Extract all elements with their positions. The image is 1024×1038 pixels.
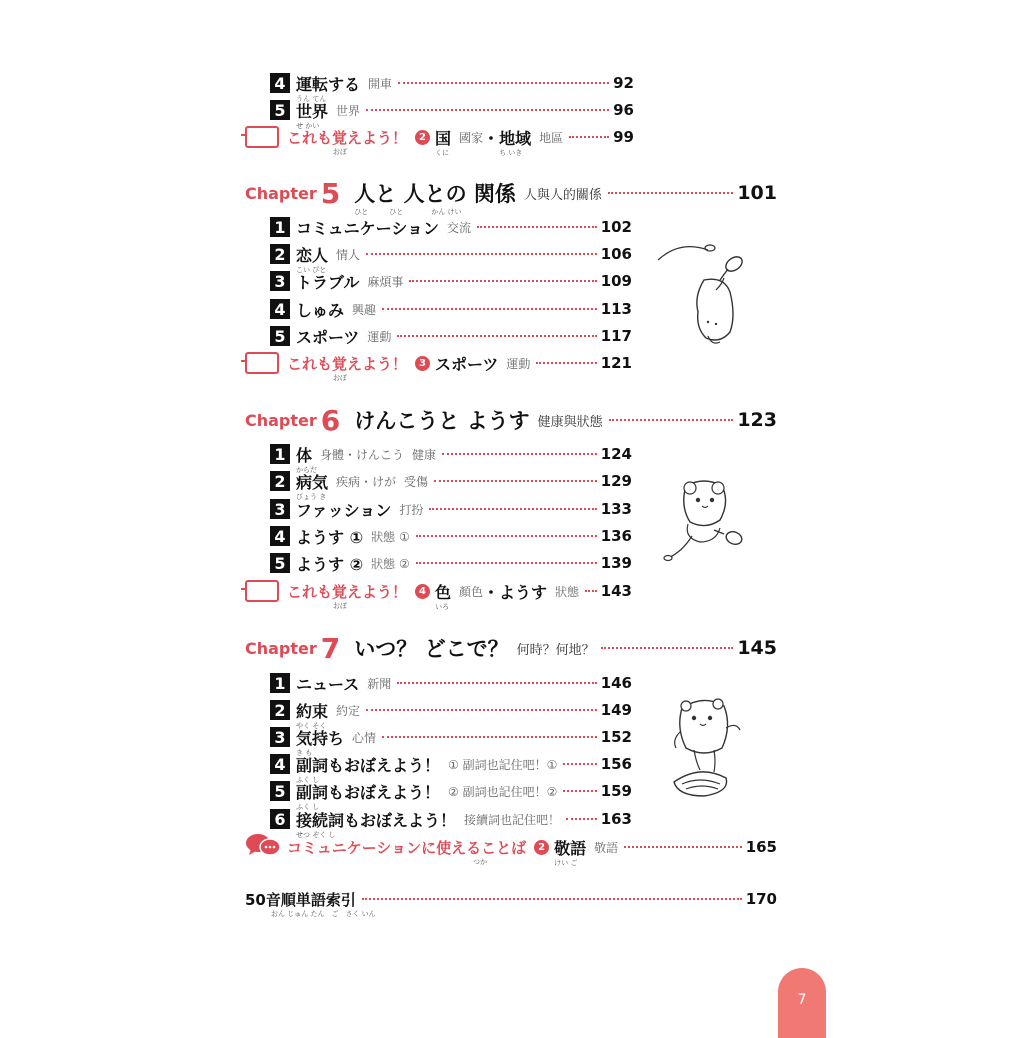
page-number: 136 xyxy=(600,527,632,545)
entry-translation-2: 受傷 xyxy=(404,474,429,489)
entry-title: 気持ち き も xyxy=(296,728,345,757)
page-number: 124 xyxy=(600,445,632,463)
page-number: 99 xyxy=(613,128,634,146)
entry-title: スポーツ xyxy=(296,327,360,347)
chapter-title: 人と 人との 関係 ひと ひと かん けい xyxy=(354,182,516,216)
dot-leader xyxy=(601,647,734,649)
dot-leader xyxy=(382,308,597,310)
page-number: 117 xyxy=(600,327,632,345)
toc-entry[interactable] xyxy=(270,97,634,130)
entry-number: 3 xyxy=(270,271,290,291)
extra-dot: ・ xyxy=(483,128,500,148)
chapter-number: 6 xyxy=(320,403,341,437)
circle-number: 2 xyxy=(415,130,430,145)
entry-translation: 狀態 ② xyxy=(371,556,410,571)
entry-title: しゅみ xyxy=(296,300,345,320)
entry-number: 2 xyxy=(270,700,290,720)
chapter-translation: 人與人的關係 xyxy=(523,187,602,203)
entry-translation: 世界 xyxy=(336,103,361,118)
toc-entry[interactable] xyxy=(270,241,632,274)
entry-translation: 狀態 ① xyxy=(371,529,410,544)
chapter-label: Chapter xyxy=(245,183,317,203)
dot-leader xyxy=(397,682,596,684)
entry-number: 1 xyxy=(270,217,290,237)
dot-leader xyxy=(398,82,609,84)
tag-icon xyxy=(245,580,279,602)
entry-translation: 身體・けんこう xyxy=(320,447,405,462)
extra-translation-2: 地區 xyxy=(539,130,564,145)
entry-number: 3 xyxy=(270,727,290,747)
entry-translation: 接續詞也記住吧！ xyxy=(464,812,561,827)
toc-entry[interactable] xyxy=(270,70,634,103)
dot-leader xyxy=(569,136,609,138)
circle-number: 3 xyxy=(415,356,430,371)
extra-label: これも覚えよう！ おぼ xyxy=(287,128,408,156)
page-number: 143 xyxy=(600,582,632,600)
extra-title: スポーツ xyxy=(435,354,499,374)
page-number: 170 xyxy=(745,890,777,908)
entry-title: 運転する うん てん xyxy=(296,74,361,103)
entry-number: 1 xyxy=(270,444,290,464)
dot-leader xyxy=(536,362,596,364)
entry-number: 4 xyxy=(270,754,290,774)
chapter-page: 145 xyxy=(737,637,777,659)
chapter-page: 123 xyxy=(737,409,777,431)
toc-entry[interactable] xyxy=(270,268,632,294)
toc-entry[interactable] xyxy=(270,670,632,696)
extra-title: 国 くに xyxy=(435,128,452,157)
entry-title: 病気 びょう き xyxy=(296,472,329,501)
chapter-translation: 健康與狀態 xyxy=(537,414,603,430)
page-number: 133 xyxy=(600,500,632,518)
extra-translation-2: 狀態 xyxy=(555,584,580,599)
entry-number: 4 xyxy=(270,299,290,319)
entry-translation-2: 健康 xyxy=(412,447,437,462)
chapter-translation: 何時？何地？ xyxy=(516,642,595,658)
dot-leader xyxy=(416,562,597,564)
page-number: 159 xyxy=(600,782,632,800)
toc-extra-entry[interactable] xyxy=(245,578,632,611)
entry-title: ニュース xyxy=(296,674,360,694)
hamster-racket-illustration xyxy=(658,472,758,572)
entry-translation: 新聞 xyxy=(367,676,392,691)
dot-leader xyxy=(442,453,597,455)
toc-entry[interactable] xyxy=(270,724,632,757)
toc-entry[interactable] xyxy=(270,806,632,839)
entry-title: 恋人 こい びと xyxy=(296,245,329,274)
chapter-number: 5 xyxy=(320,176,341,210)
page-number: 152 xyxy=(600,728,632,746)
dot-leader xyxy=(362,898,742,900)
page-number: 165 xyxy=(745,838,777,856)
entry-translation: 打扮 xyxy=(399,502,424,517)
entry-translation: ② 副詞也記住吧！② xyxy=(448,784,558,799)
extra-translation: 顏色 xyxy=(459,584,484,599)
entry-number: 3 xyxy=(270,499,290,519)
circle-number: 4 xyxy=(415,584,430,599)
index-title: 50音順単語索引 おん じゅん たん ご さく いん xyxy=(245,890,376,918)
entry-number: 5 xyxy=(270,781,290,801)
page-number: 96 xyxy=(613,101,634,119)
entry-number: 5 xyxy=(270,100,290,120)
entry-number: 2 xyxy=(270,471,290,491)
page-number: 156 xyxy=(600,755,632,773)
dot-leader xyxy=(477,226,597,228)
tag-icon xyxy=(245,126,279,148)
extra-label: コミュニケーションに使えることば つか xyxy=(287,838,527,866)
dot-leader xyxy=(434,480,597,482)
dot-leader xyxy=(608,192,733,194)
toc-extra-entry[interactable] xyxy=(245,834,777,867)
chapter-label: Chapter xyxy=(245,638,317,658)
chapter-page: 101 xyxy=(737,182,777,204)
dot-leader xyxy=(563,790,596,792)
dot-leader xyxy=(366,253,597,255)
entry-title: 副詞もおぼえよう！ ふく し xyxy=(296,782,441,811)
extra-title: 敬語 けい ご xyxy=(554,838,587,867)
toc-entry[interactable] xyxy=(270,441,632,474)
entry-title: コミュニケーション xyxy=(296,218,440,238)
dot-leader xyxy=(609,419,734,421)
entry-title: ファッション xyxy=(296,500,392,520)
extra-label: これも覚えよう！ おぼ xyxy=(287,582,408,610)
entry-title: 接続詞もおぼえよう！ せつ ぞく し xyxy=(296,810,457,839)
entry-translation: 交流 xyxy=(447,220,472,235)
tag-icon xyxy=(245,352,279,374)
chapter-label: Chapter xyxy=(245,410,317,430)
page-number: 113 xyxy=(600,300,632,318)
entry-title: 約束 やく そく xyxy=(296,701,329,730)
toc-entry[interactable] xyxy=(270,550,632,576)
entry-number: 1 xyxy=(270,673,290,693)
circle-number: 2 xyxy=(534,840,549,855)
chat-bubbles-icon xyxy=(245,832,281,862)
hamster-ball-illustration xyxy=(660,692,760,802)
entry-translation: 疾病・けが xyxy=(336,474,397,489)
dot-leader xyxy=(429,508,596,510)
entry-number: 5 xyxy=(270,553,290,573)
entry-translation: 心情 xyxy=(352,730,377,745)
page-number: 121 xyxy=(600,354,632,372)
extra-translation: 運動 xyxy=(506,356,531,371)
entry-title: 体 からだ xyxy=(296,445,317,474)
entry-translation: ① 副詞也記住吧！① xyxy=(448,757,558,772)
page-number: 92 xyxy=(613,74,634,92)
page-number: 163 xyxy=(600,810,632,828)
toc-entry[interactable] xyxy=(270,523,632,549)
entry-translation: 約定 xyxy=(336,703,361,718)
page-number: 139 xyxy=(600,554,632,572)
index-entry[interactable] xyxy=(245,886,777,918)
toc-entry[interactable] xyxy=(270,323,632,349)
extra-title-2: ・ようす xyxy=(483,582,548,602)
dot-leader xyxy=(409,280,596,282)
dot-leader xyxy=(397,335,596,337)
hamster-badminton-illustration xyxy=(650,232,760,352)
toc-entry[interactable] xyxy=(270,296,632,322)
toc-extra-entry[interactable] xyxy=(245,350,632,382)
dot-leader xyxy=(366,109,609,111)
dot-leader xyxy=(366,709,597,711)
page-number: 149 xyxy=(600,701,632,719)
entry-number: 4 xyxy=(270,526,290,546)
page-number: 109 xyxy=(600,272,632,290)
toc-entry[interactable] xyxy=(270,214,632,240)
page-number: 129 xyxy=(600,472,632,490)
page-number: 146 xyxy=(600,674,632,692)
toc-entry[interactable] xyxy=(270,778,632,811)
toc-entry[interactable] xyxy=(270,751,632,784)
toc-entry[interactable] xyxy=(270,468,632,501)
extra-title: 色 いろ xyxy=(435,582,452,611)
entry-title: トラブル xyxy=(296,272,360,292)
toc-entry[interactable] xyxy=(270,496,632,522)
entry-number: 4 xyxy=(270,73,290,93)
dot-leader xyxy=(563,763,596,765)
toc-extra-entry[interactable] xyxy=(245,124,634,157)
extra-label: これも覚えよう！ おぼ xyxy=(287,354,408,382)
entry-number: 2 xyxy=(270,244,290,264)
chapter-title: いつ？ どこで？ xyxy=(354,637,509,661)
dot-leader xyxy=(416,535,597,537)
chapter-title: けんこうと ようす xyxy=(354,409,530,433)
chapter-heading[interactable] xyxy=(245,176,777,216)
entry-title: ようす ② xyxy=(296,554,364,574)
extra-title-2: 地域 ち いき xyxy=(499,128,532,157)
page-number-tab: 7 xyxy=(778,968,826,1038)
extra-translation: 敬語 xyxy=(594,840,619,855)
chapter-number: 7 xyxy=(320,631,341,665)
dot-leader xyxy=(624,846,742,848)
chapter-heading[interactable] xyxy=(245,631,777,665)
entry-translation: 開車 xyxy=(368,76,393,91)
page-number: 106 xyxy=(600,245,632,263)
dot-leader xyxy=(382,736,597,738)
dot-leader xyxy=(585,590,597,592)
entry-translation: 情人 xyxy=(336,247,361,262)
chapter-heading[interactable] xyxy=(245,403,777,437)
entry-translation: 麻煩事 xyxy=(367,274,404,289)
entry-number: 6 xyxy=(270,809,290,829)
dot-leader xyxy=(566,818,597,820)
entry-title: ようす ① xyxy=(296,527,364,547)
entry-title: 世界 せ かい xyxy=(296,101,329,130)
extra-translation: 國家 xyxy=(459,130,484,145)
page-number: 102 xyxy=(600,218,632,236)
entry-title: 副詞もおぼえよう！ ふく し xyxy=(296,755,441,784)
toc-entry[interactable] xyxy=(270,697,632,730)
entry-translation: 興趣 xyxy=(352,302,377,317)
entry-number: 5 xyxy=(270,326,290,346)
entry-translation: 運動 xyxy=(367,329,392,344)
